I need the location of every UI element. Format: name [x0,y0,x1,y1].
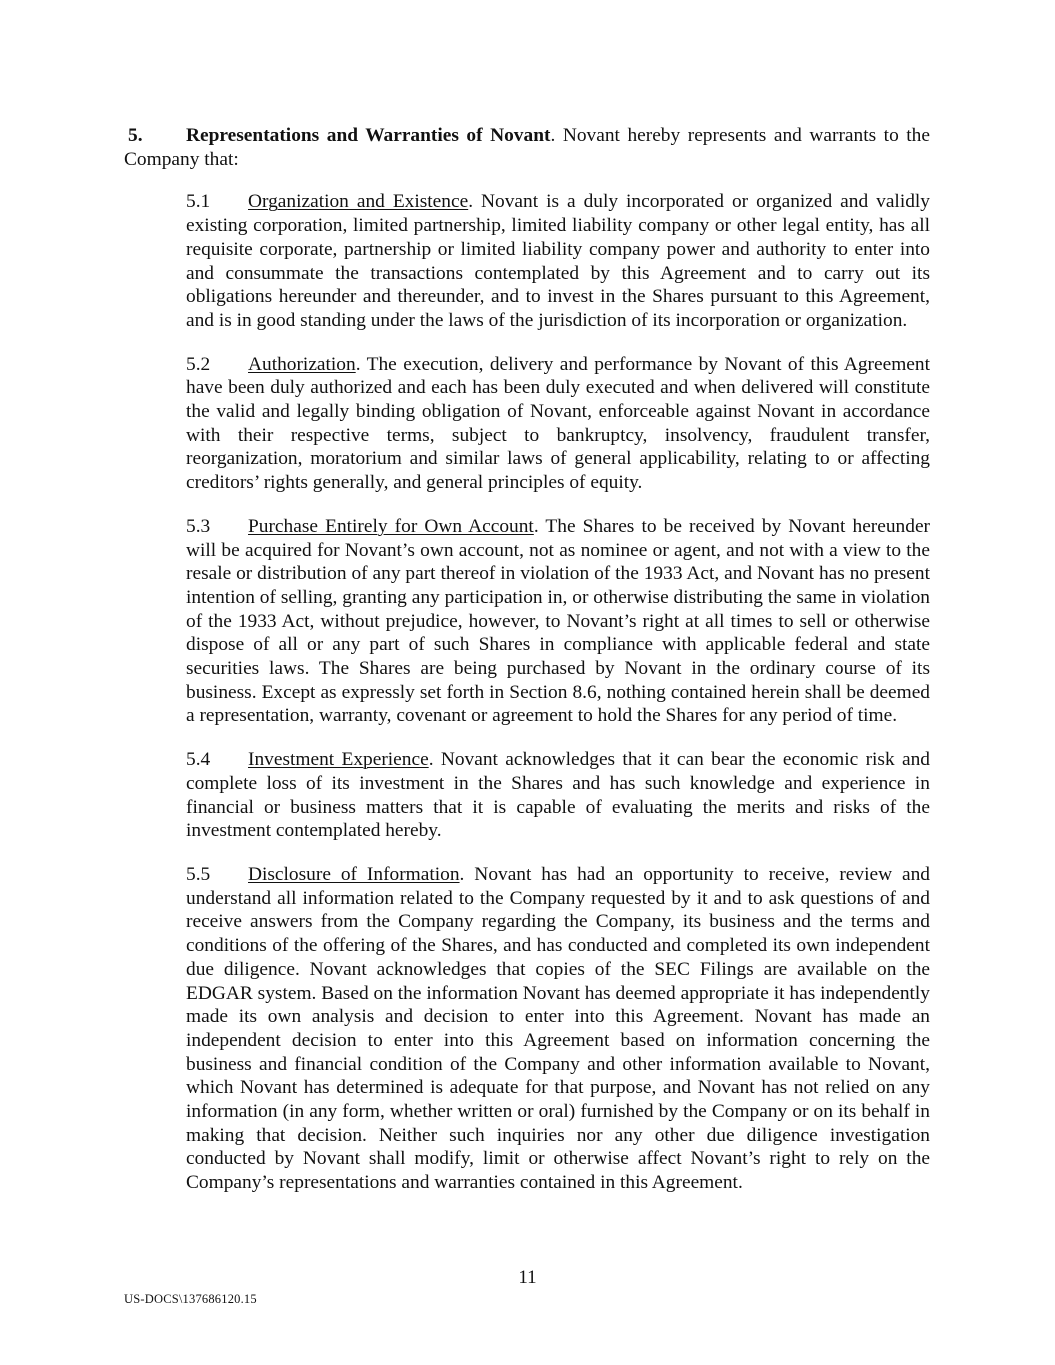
section-intro: . Novant hereby represents and warrants to the Company that: [124,125,930,170]
document-body [124,124,930,1215]
subsection-body: . The execution, delivery and performance by Novant of this Agreement have been duly authorized and each has been duly executed and when delivered will constitute the valid and legally binding obligation of Novant, enforceable against Novant in accordance with their respective terms, subject to bankruptcy, insolvency, fraudulent transfer, reorganization, moratorium and similar laws of general applicability, relating to or affecting creditors’ rights generally, and general principles of equity. [186,353,930,494]
subsection-number: 5.5 [186,863,211,885]
subsection-number: 5.1 [186,191,211,213]
subsection-5-1 [124,190,930,332]
section-number: 5. [128,125,143,146]
page-number: 11 [518,1267,537,1288]
subsection-body: . Novant acknowledges that it can bear the economic risk and complete loss of its investment in the Shares and has such knowledge and experience in financial or business matters that it is capable of evaluating the merits and risks of the investment contemplated hereby. [186,749,930,842]
subsection-number: 5.4 [186,749,211,771]
subsection-number: 5.2 [186,353,211,375]
subsection-5-5 [124,863,930,1195]
subsection-title: Purchase Entirely for Own Account [248,515,534,537]
subsection-number: 5.3 [186,515,211,537]
subsection-title: Authorization [248,353,356,375]
section-heading [124,124,930,171]
subsection-title: Investment Experience [248,749,429,771]
subsection-5-4 [124,748,930,843]
subsection-5-2 [124,353,930,495]
document-id: US-DOCS\137686120.15 [124,1292,257,1306]
subsection-5-3 [124,515,930,728]
subsection-title: Organization and Existence [248,191,469,213]
subsection-title: Disclosure of Information [248,863,460,885]
subsection-body: . Novant is a duly incorporated or organized and validly existing corporation, limited partnership, limited liability company or other legal entity, has all requisite corporate, partnership or limited liability company power and authority to enter into and consummate the transactions contemplated by this Agreement and to carry out its obligations hereunder and thereunder, and to invest in the Shares pursuant to this Agreement, and is in good standing under the laws of the jurisdiction of its incorporation or organization. [186,191,930,331]
subsection-body: . Novant has had an opportunity to receive, review and understand all information related to the Company requested by it and to ask questions of and receive answers from the Company regarding the Company, its business and the terms and conditions of the offering of the Shares, and has conducted and completed its own independent due diligence. Novant acknowledges that copies of the SEC Filings are available on the EDGAR system. Based on the information Novant has deemed appropriate it has independently made its own analysis and decision to enter into this Agreement. Novant has made an independent decision to enter into this Agreement based on information concerning the business and financial condition of the Company and other information available to Novant, which Novant has determined is adequate for that purpose, and Novant has not relied on any information (in any form, whether written or oral) furnished by the Company or on its behalf in making that decision. Neither such inquiries nor any other due diligence investigation conducted by Novant shall modify, limit or otherwise affect Novant’s right to rely on the Company’s representations and warranties contained in this Agreement. [186,863,931,1194]
subsection-body: . The Shares to be received by Novant hereunder will be acquired for Novant’s own account, not as nominee or agent, and not with a view to the resale or distribution of any part thereof in violation of the 1933 Act, and Novant has no present intention of selling, granting any participation in, or otherwise distributing the same in violation of the 1933 Act, without prejudice, however, to Novant’s right at all times to sell or otherwise dispose of all or any part of such Shares in compliance with applicable federal and state securities laws. The Shares are being purchased by Novant in the ordinary course of its business. Except as expressly set forth in Section 8.6, nothing contained herein shall be deemed a representation, warranty, covenant or agreement to hold the Shares for any period of time. [186,515,931,727]
section-title: Representations and Warranties of Novant [186,125,551,146]
